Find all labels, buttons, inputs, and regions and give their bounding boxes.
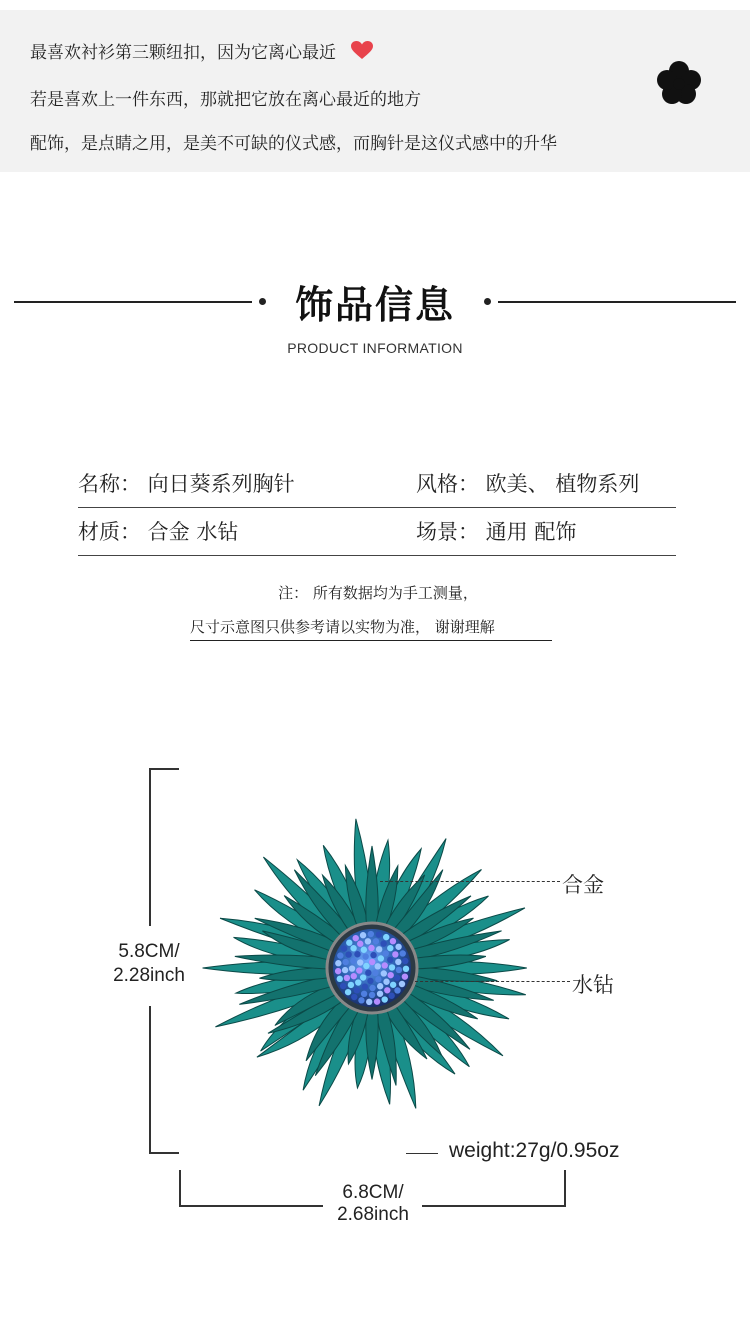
rhinestone bbox=[396, 967, 402, 973]
rhinestone bbox=[380, 940, 386, 946]
width-bracket-left bbox=[179, 1205, 323, 1207]
rhinestone bbox=[383, 950, 389, 956]
height-bracket-top bbox=[149, 768, 151, 926]
height-bracket-bottom-tick bbox=[149, 1152, 179, 1154]
rhinestone bbox=[376, 946, 382, 952]
info-occasion: 场景： 通用 配饰 bbox=[416, 520, 577, 544]
rhinestone bbox=[378, 955, 384, 961]
rhinestone bbox=[351, 994, 357, 1000]
rhinestone bbox=[362, 983, 368, 989]
alloy-callout-label: 合金 bbox=[562, 873, 604, 897]
rhinestone bbox=[382, 996, 388, 1002]
rhinestone bbox=[374, 998, 380, 1004]
note-line-1: 注： 所有数据均为手工测量， bbox=[278, 584, 478, 602]
height-inch: 2.28inch bbox=[113, 965, 185, 986]
rhinestone bbox=[351, 973, 357, 979]
weight-dash bbox=[406, 1153, 438, 1154]
rhinestone bbox=[375, 963, 381, 969]
rhinestone bbox=[337, 976, 343, 982]
rhinestone bbox=[358, 997, 364, 1003]
heart-icon bbox=[351, 41, 373, 60]
rhinestone bbox=[353, 935, 359, 941]
section-title: 饰品信息 bbox=[294, 283, 455, 327]
rhinestone bbox=[387, 945, 393, 951]
intro-line-2: 若是喜欢上一件东西，那就把它放在离心最近的地方 bbox=[30, 90, 421, 110]
petal bbox=[366, 846, 378, 928]
height-bracket-top-tick bbox=[149, 768, 179, 770]
intro-banner bbox=[0, 10, 750, 172]
rhinestone bbox=[363, 963, 369, 969]
section-title-row bbox=[0, 274, 750, 328]
intro-line-3: 配饰，是点睛之用，是美不可缺的仪式感，而胸针是这仪式感中的升华 bbox=[30, 134, 557, 154]
rhinestone bbox=[346, 940, 352, 946]
rhinestone bbox=[369, 985, 375, 991]
rhinestone bbox=[387, 972, 393, 978]
section-subtitle: PRODUCT INFORMATION bbox=[287, 340, 463, 356]
rhinestone bbox=[383, 934, 389, 940]
info-style: 风格： 欧美、 植物系列 bbox=[416, 472, 640, 496]
rhinestone bbox=[349, 965, 355, 971]
rhinestone bbox=[377, 983, 383, 989]
info-name: 名称： 向日葵系列胸针 bbox=[78, 472, 295, 496]
rhinestone bbox=[342, 959, 348, 965]
rhinestone bbox=[337, 952, 343, 958]
rhinestone bbox=[369, 992, 375, 998]
rhinestone bbox=[395, 944, 401, 950]
height-label bbox=[100, 940, 198, 988]
weight-label: weight:27g/0.95oz bbox=[449, 1139, 620, 1162]
rhinestone bbox=[360, 974, 366, 980]
rhinestone-callout-line bbox=[415, 981, 570, 982]
rhinestone bbox=[369, 959, 375, 965]
rhinestone bbox=[368, 945, 374, 951]
rhinestone bbox=[372, 970, 378, 976]
rhinestone bbox=[345, 951, 351, 957]
rhinestone bbox=[403, 966, 409, 972]
rhinestone bbox=[383, 979, 389, 985]
rhinestone bbox=[390, 982, 396, 988]
rhinestone bbox=[399, 981, 405, 987]
rhinestone bbox=[390, 938, 396, 944]
rhinestone bbox=[375, 976, 381, 982]
rhinestone bbox=[341, 945, 347, 951]
rhinestone bbox=[365, 938, 371, 944]
intro-line-1-text: 最喜欢衬衫第三颗纽扣，因为它离心最近 bbox=[30, 43, 336, 63]
rhinestone bbox=[357, 941, 363, 947]
rhinestone bbox=[381, 970, 387, 976]
rhinestone bbox=[340, 983, 346, 989]
rhinestone bbox=[370, 952, 376, 958]
rhinestone bbox=[345, 989, 351, 995]
rhinestone bbox=[367, 978, 373, 984]
rhinestone bbox=[368, 931, 374, 937]
rhinestone bbox=[350, 945, 356, 951]
rhinestone bbox=[394, 975, 400, 981]
rhinestone bbox=[387, 957, 393, 963]
width-bracket-right-tick bbox=[564, 1170, 566, 1207]
rhinestone bbox=[366, 999, 372, 1005]
width-bracket-right bbox=[422, 1205, 566, 1207]
rhinestone bbox=[392, 951, 398, 957]
rhinestone bbox=[384, 987, 390, 993]
rhinestone bbox=[389, 964, 395, 970]
rhinestone bbox=[382, 962, 388, 968]
intro-line-1 bbox=[30, 38, 373, 63]
rhinestone bbox=[388, 993, 394, 999]
rhinestone bbox=[373, 938, 379, 944]
width-label bbox=[322, 1182, 424, 1226]
rhinestone bbox=[362, 953, 368, 959]
rhinestone bbox=[335, 960, 341, 966]
width-cm: 6.8CM/ bbox=[342, 1182, 404, 1203]
rhinestone bbox=[400, 950, 406, 956]
rhinestone-callout-label: 水钻 bbox=[572, 973, 614, 997]
width-bracket-left-tick bbox=[179, 1170, 181, 1207]
rhinestone bbox=[402, 973, 408, 979]
rhinestone bbox=[402, 958, 408, 964]
rhinestone bbox=[360, 932, 366, 938]
rhinestone bbox=[344, 975, 350, 981]
rhinestone bbox=[350, 958, 356, 964]
flower-icon bbox=[656, 60, 702, 106]
width-inch: 2.68inch bbox=[337, 1204, 409, 1225]
info-row bbox=[78, 510, 676, 556]
sunflower-brooch-image bbox=[200, 812, 556, 1118]
rhinestone bbox=[357, 959, 363, 965]
info-material: 材质： 合金 水钻 bbox=[78, 520, 239, 544]
rhinestone bbox=[354, 987, 360, 993]
rhinestone bbox=[376, 931, 382, 937]
rhinestone bbox=[342, 967, 348, 973]
alloy-callout-line bbox=[380, 881, 560, 882]
info-row bbox=[78, 462, 676, 508]
rhinestone bbox=[361, 947, 367, 953]
note-line-2: 尺寸示意图只供参考请以实物为准， 谢谢理解 bbox=[190, 616, 552, 641]
rhinestone bbox=[395, 959, 401, 965]
rhinestone bbox=[361, 991, 367, 997]
rhinestone bbox=[348, 982, 354, 988]
height-bracket-bottom bbox=[149, 1006, 151, 1154]
rhinestone bbox=[365, 970, 371, 976]
rhinestone bbox=[335, 968, 341, 974]
petal bbox=[366, 1008, 378, 1080]
title-dot-right bbox=[484, 298, 491, 305]
rhinestone bbox=[354, 951, 360, 957]
rhinestone bbox=[394, 987, 400, 993]
rhinestone bbox=[355, 979, 361, 985]
rhinestone bbox=[356, 967, 362, 973]
height-cm: 5.8CM/ bbox=[118, 941, 180, 962]
title-divider-right bbox=[498, 301, 736, 303]
rhinestone bbox=[377, 991, 383, 997]
